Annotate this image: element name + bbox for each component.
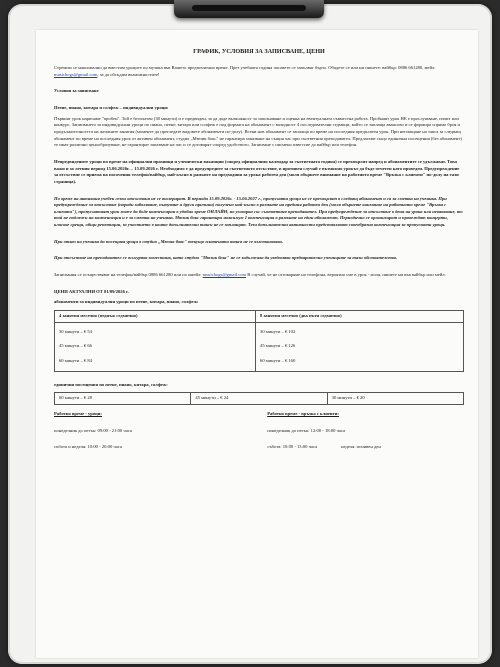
lessons-heading: Пеене, пиано, китара и солфеж – индивидуални уроци: xyxy=(54,104,169,110)
price-row: 60 минути – € 84 xyxy=(59,358,92,364)
intro-text: Стремим се максимално да вместим уроците по музика във Вашето предпочитано време. През учебната година часовете се запълват бързо. Обадете се или ни пишете: вайбър: 0886 661280, мейл: xyxy=(54,64,436,70)
price-row: 60 минути – € 160 xyxy=(260,358,296,364)
contact-hours-heading: Работно време - връзка с клиенти: xyxy=(267,411,339,417)
document-page xyxy=(36,30,478,658)
conditions-heading: Условия за записване xyxy=(54,88,99,94)
subscriptions-col2-prices xyxy=(256,322,464,371)
subscriptions-col1-head: 4 занятия месечно (веднъж седмично) xyxy=(55,311,256,323)
enrollment-text-a: Записвания се осъществяват на телефон/вайбър 0886 661280 или по имейл: xyxy=(54,272,202,278)
page-title: ГРАФИК, УСЛОВИЯ ЗА ЗАПИСВАНЕ, ЦЕНИ xyxy=(193,48,325,55)
single-price-cell: 60 минути – € 28 xyxy=(55,393,191,405)
single-visits-heading: единични посещения по пеене, пиано, китара, солфеж: xyxy=(54,381,168,387)
contact-hours-weekend xyxy=(267,444,464,451)
working-hours xyxy=(54,411,464,455)
subscriptions-table xyxy=(54,310,464,372)
paragraph-substitute: При отсъствие на преподавател се осигурява заместник, като студио "Мюзик бокс" не се задължава да уведомява предварително учениците за тази обстоятелство. xyxy=(54,255,398,261)
prices-heading: ЦЕНИ АКТУАЛНИ ОТ 01/09/2026 г. xyxy=(54,288,129,294)
price-row: 45 минути – € 66 xyxy=(59,343,92,349)
enrollment-text-b: В случай, че не отговаряме на телефона, вероятно сме в урок - моля, пишете ни във вайбър или мейл. xyxy=(247,272,446,278)
contact-hours-row: събота: 10:00 - 13:00 часа xyxy=(267,444,318,450)
paragraph-holidays: Непредвидените уроци по време на официални празници и ученически ваканции (според официалния календар за съответната година) се прехвърлят напред и абонаментите се удължават. Това важи и за летния период 15.06.2026г. – 15.09.2026 г. Необходимо е да предупредите за съответното отсъствие, в противен случай е възможно урокът да бъде отчетен като проведен. Предупреждение за отсъствие се приема на посочения телефон/вайбър, най-късно в рамките на предходния за урока работен ден (моля обърнете внимание на работното време "Връзка с клиенти" по-долу на тази страница). xyxy=(54,158,460,184)
paragraph-absences: По време на активния учебен сезон отсъствия не се толерират. В периода 15.09.2026г. - 15.06.2027 г., пропуснати уроци не се прехвърлят в следващ абонамент и са за сметка на ученика. При предупреждение за отсъствие (поради заболяване, пътуване и други причини) получено най-късно в рамките на предния работен ден (моля обърнете внимание на работното време "Връзка с клиенти"), пропуснатият урок може да бъде компенсиран в удобно време ОНЛАЙН, но уговорка със съответния преподавател. При предупреждение за отсъствие в деня на урока или невявяване, то той не подлежи на компенсация и е за сметка на ученика. Мюзик бокс гарантира максимум 1 компенсация в рамките на един абонамент. Периодично се организират и провеждат концерти, класове срещи, общи репетиции, за участието в които допълнителни такси не се заплащат. Тези допълнителни активности представляват своеобразна компенсация за пропуснати уроци. xyxy=(54,195,463,228)
subscriptions-heading: абонаменти за индивидуални уроци по пеене, китара, пиано, солфеж: xyxy=(54,299,199,305)
intro-end-text: , за да обсъдим възможностите! xyxy=(97,71,160,77)
enrollment-email-link[interactable]: musichogs@gmail.com xyxy=(202,272,247,278)
single-price-cell: 45 минути – € 24 xyxy=(191,393,327,405)
subscriptions-col2-head: 8 занятия месечно (два пъти седмично) xyxy=(256,311,464,323)
price-row: 45 минути – € 126 xyxy=(260,343,296,349)
price-row: 30 минути – € 102 xyxy=(260,328,296,334)
lessons-hours-heading: Работно време - уроци: xyxy=(54,411,102,417)
single-visits-table xyxy=(54,392,464,405)
single-price-cell: 30 минути – € 20 xyxy=(327,393,463,405)
paragraph-trial: Първият урок наричаме "пробен". Той е безплатен (30 минути) и е предвиден, за да даде възможност за запознаване и оценка на евентуалната съвместна работа. Пробният урок НЕ е прослушване, изпит или конкурс. Записването за индивидуални уроци по пиано, пеене, китара или солфеж е под формата на абонамент с валидност 4 последователни седмици, който се заплаща авансово и се формира спрямо броя и продължителността на желаните занятия (моменте да прегледате видовете абонаменти по-долу). Всеки нов абонамент се заплаща по време на последния предплатен урок. При неплащане на такса за следващ абонамент по време на последния урок от активен абонамент, студио „Мюзик бокс" не гарантира запазване на същия час при съответния преподавател. Предлагаме също единични посещения (без абонамент) те имат различно ценообразуване, не гарантират запазване на час и се договарят според удобството. Записване с писмено известие до вайбър или телефон. xyxy=(54,115,462,148)
clipboard-clip xyxy=(174,0,324,18)
intro-paragraph xyxy=(54,65,464,78)
clipboard xyxy=(8,4,492,664)
contact-hours-row: понеделник до петък: 12:00 - 18:00 часа xyxy=(267,427,346,433)
price-row: 30 минути – € 54 xyxy=(59,328,92,334)
lessons-hours-row: събота и неделя: 10:00 - 20:00 часа xyxy=(54,444,122,450)
contact-hours xyxy=(267,411,464,455)
subscriptions-col1-prices xyxy=(55,322,256,371)
lessons-hours-row: понеделник до петък: 09:00 - 21:00 часа xyxy=(54,427,132,433)
paragraph-enrollment xyxy=(54,272,464,279)
paragraph-refusal: При отказ на ученика да посещава уроци в студио „Мюзик бокс" текущо платената такса не се възстановява. xyxy=(54,238,283,244)
lessons-hours xyxy=(54,411,251,455)
intro-email-link[interactable]: musichogs@gmail.com xyxy=(54,71,98,77)
contact-hours-sunday: неделя: почивен ден xyxy=(341,444,381,450)
